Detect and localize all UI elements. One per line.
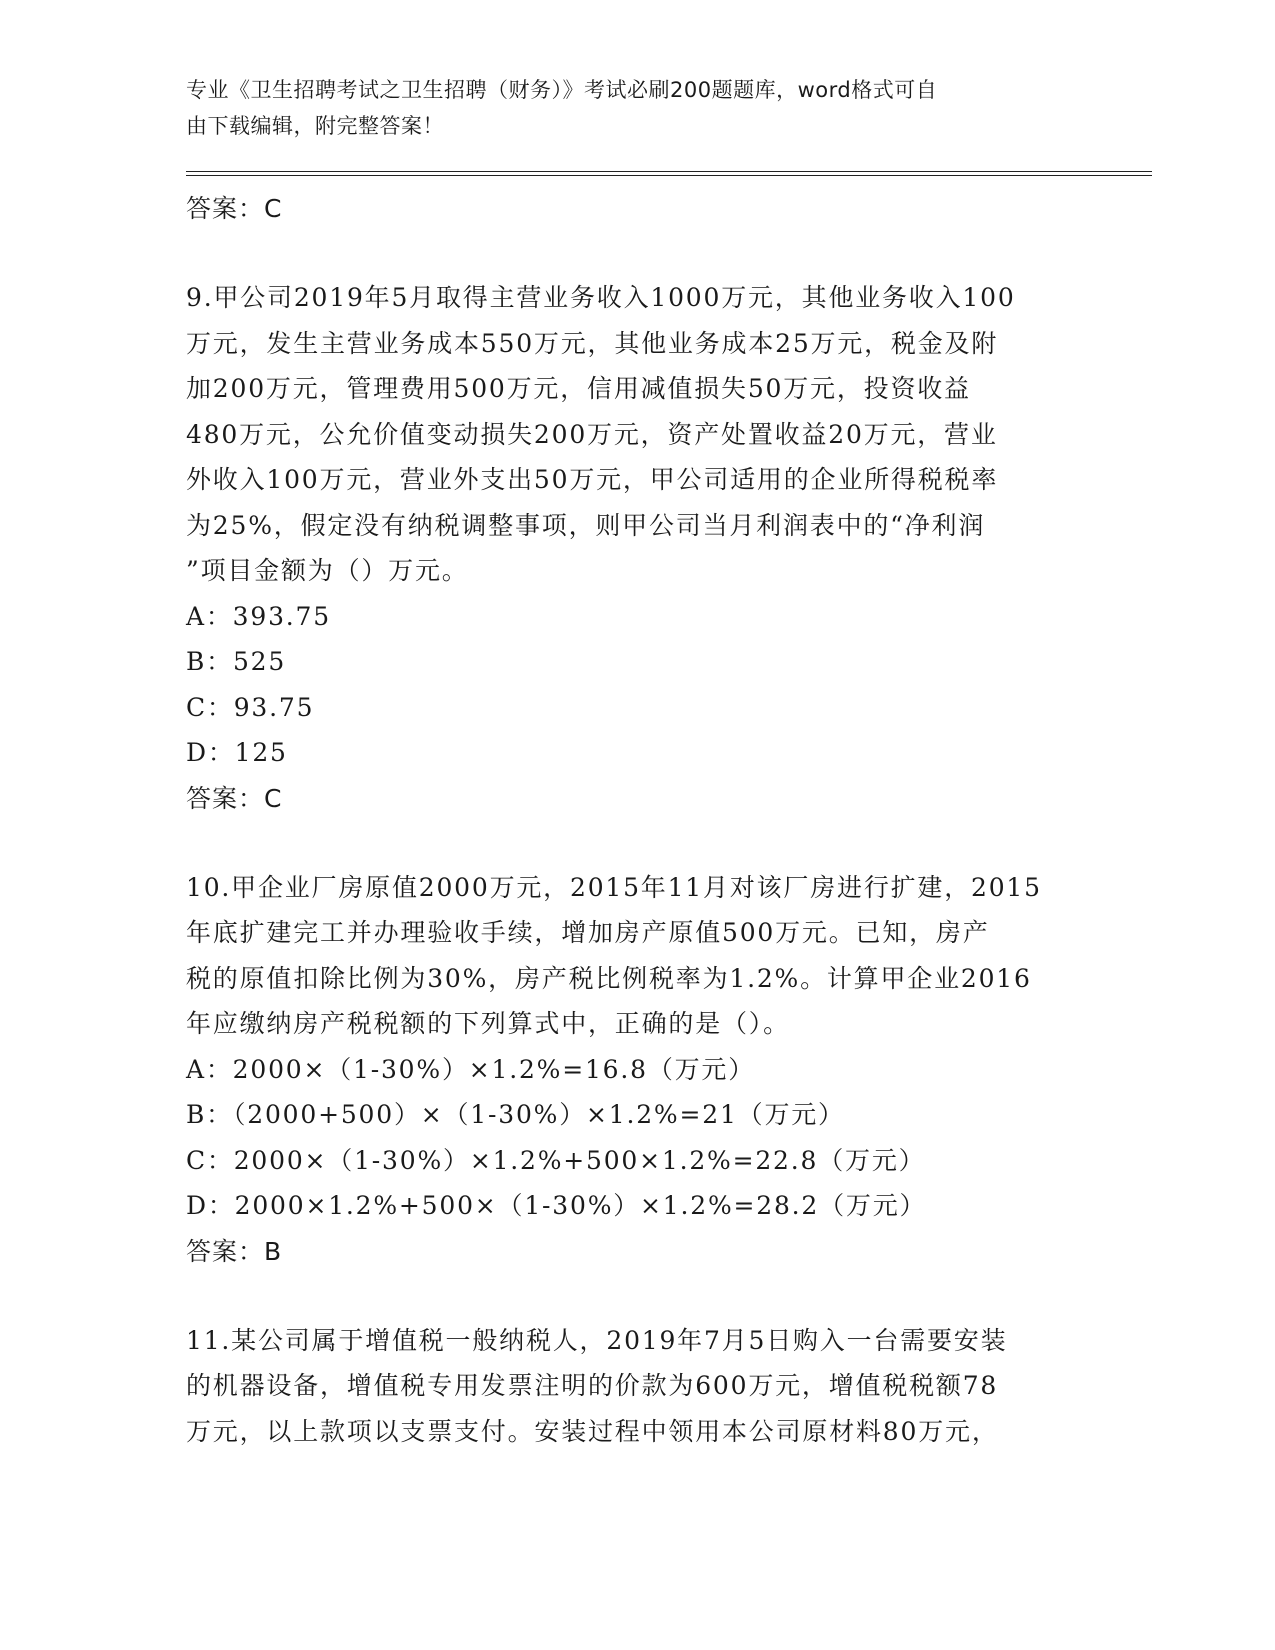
question-text-line: 外收入100万元，营业外支出50万元，甲公司适用的企业所得税税率 [186, 465, 999, 494]
answer-label: 答案：B [186, 1236, 283, 1266]
question-9 [186, 275, 1086, 821]
question-11 [186, 1318, 1086, 1455]
question-10 [186, 865, 1086, 1274]
question-text-line: ”项目金额为（）万元。 [186, 556, 469, 585]
header-line-1: 专业《卫生招聘考试之卫生招聘（财务）》考试必刷200题题库，word格式可自 [186, 78, 938, 102]
question-text-line: 的机器设备，增值税专用发票注明的价款为600万元，增值税税额78 [186, 1371, 999, 1400]
option-d: D：125 [186, 738, 288, 767]
answer-label: 答案：C [186, 783, 283, 813]
option-a: A：2000×（1-30%）×1.2%=16.8（万元） [186, 1054, 756, 1084]
header-line-2: 由下载编辑，附完整答案！ [186, 114, 444, 138]
question-text-line: 10.甲企业厂房原值2000万元，2015年11月对该厂房进行扩建，2015 [186, 872, 1042, 902]
question-text-line: 税的原值扣除比例为30%，房产税比例税率为1.2%。计算甲企业2016 [186, 963, 1032, 993]
option-b: B：（2000+500）×（1-30%）×1.2%=21（万元） [186, 1100, 845, 1129]
question-text-line: 年底扩建完工并办理验收手续，增加房产原值500万元。已知，房产 [186, 918, 990, 947]
question-text-line: 万元，以上款项以支票支付。安装过程中领用本公司原材料80万元， [186, 1416, 999, 1446]
option-d: D：2000×1.2%+500×（1-30%）×1.2%=28.2（万元） [186, 1191, 927, 1220]
document-header [186, 72, 1066, 144]
option-a: A：393.75 [186, 601, 331, 631]
question-text-line: 万元，发生主营业务成本550万元，其他业务成本25万元，税金及附 [186, 328, 999, 358]
header-rule-top [186, 171, 1152, 172]
previous-answer: 答案：C [186, 194, 283, 223]
question-text-line: 480万元，公允价值变动损失200万元，资产处置收益20万元，营业 [186, 419, 998, 449]
question-text-line: 11.某公司属于增值税一般纳税人，2019年7月5日购入一台需要安装 [186, 1325, 1008, 1355]
question-text-line: 年应缴纳房产税税额的下列算式中，正确的是（）。 [186, 1009, 790, 1038]
option-c: C：2000×（1-30%）×1.2%+500×1.2%=22.8（万元） [186, 1145, 926, 1175]
option-b: B：525 [186, 647, 287, 676]
question-text-line: 为25%，假定没有纳税调整事项，则甲公司当月利润表中的“净利润 [186, 510, 986, 540]
question-text-line: 9.甲公司2019年5月取得主营业务收入1000万元，其他业务收入100 [186, 283, 1016, 312]
question-text-line: 加200万元，管理费用500万元，信用减值损失50万元，投资收益 [186, 374, 971, 403]
document-body [186, 186, 1086, 1454]
option-c: C：93.75 [186, 692, 315, 722]
header-rule-bottom [186, 175, 1152, 176]
